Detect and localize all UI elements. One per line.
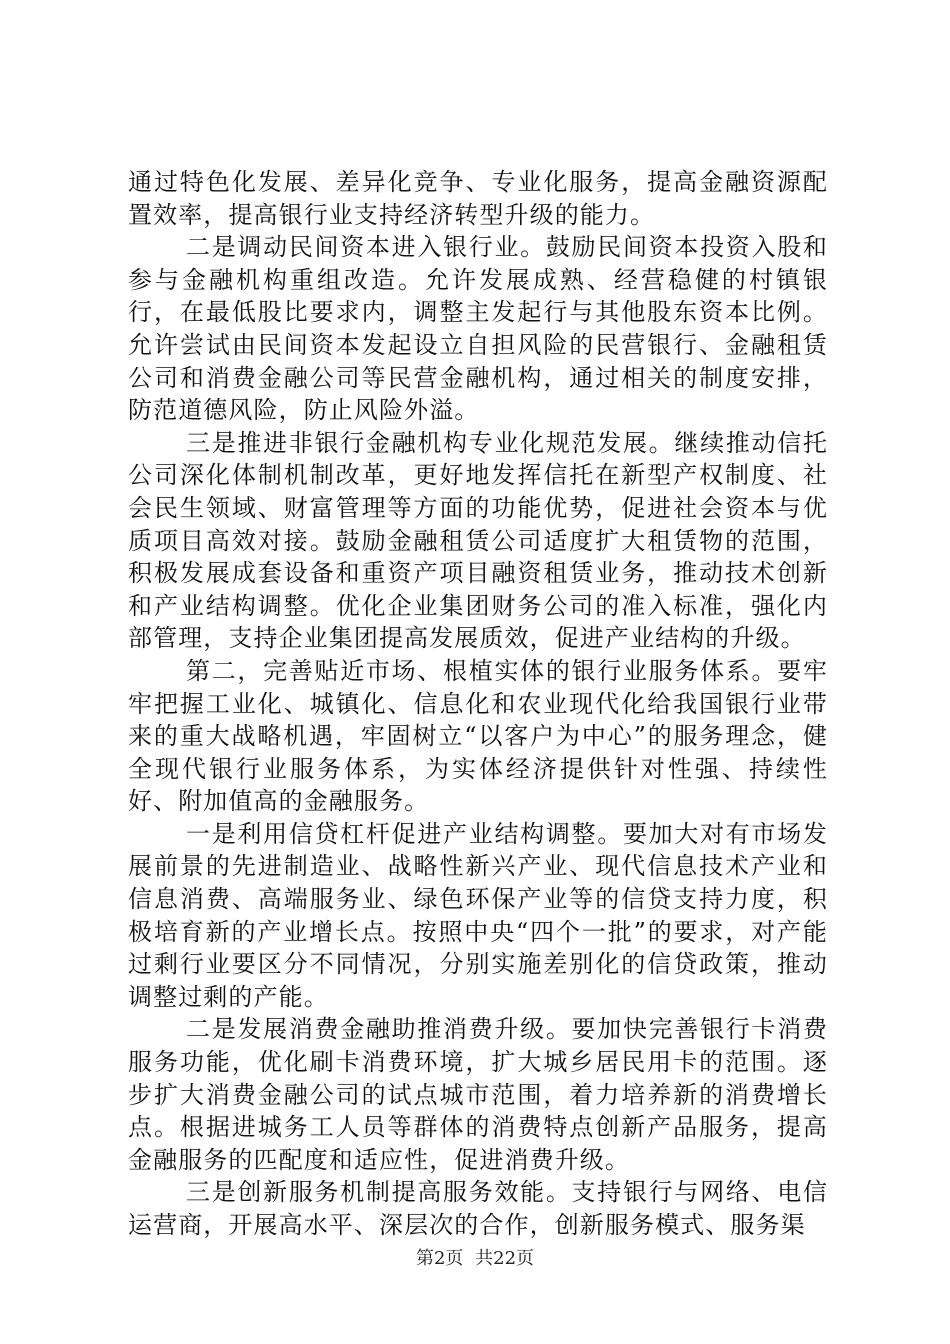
page-number: 第2页 [415, 1248, 464, 1269]
paragraph-consumer-finance: 二是发展消费金融助推消费升级。要加快完善银行卡消费服务功能，优化刷卡消费环境，扩大城乡居民用卡的范围。逐步扩大消费金融公司的试点城市范围，着力培养新的消费增长点。根据进城务工人员等群体的消费特点创新产品服务，提高金融服务的匹配度和适应性，促进消费升级。 [128, 1015, 828, 1174]
page-footer [0, 1244, 950, 1270]
paragraph-service-mechanism: 三是创新服务机制提高服务效能。支持银行与网络、电信运营商，开展高水平、深层次的合作，创新服务模式、服务渠 [128, 1178, 828, 1239]
total-pages: 共22页 [475, 1248, 535, 1269]
document-body [128, 166, 828, 1242]
paragraph-non-bank-institutions: 三是推进非银行金融机构专业化规范发展。继续推动信托公司深化体制机制改革，更好地发挥信托在新型产权制度、社会民生领域、财富管理等方面的功能优势，促进社会资本与优质项目高效对接。鼓励金融租赁公司适度扩大租赁物的范围，积极发展成套设备和重资产项目融资租赁业务，推动技术创新和产业结构调整。优化企业集团财务公司的准入标准，强化内部管理，支持企业集团提高发展质效，促进产业结构的升级。 [128, 428, 828, 653]
paragraph-credit-leverage: 一是利用信贷杠杆促进产业结构调整。要加大对有市场发展前景的先进制造业、战略性新兴产业、现代信息技术产业和信息消费、高端服务业、绿色环保产业等的信贷支持力度，积极培育新的产业增长点。按照中央“四个一批”的要求，对产能过剩行业要区分不同情况，分别实施差别化的信贷政策，推动调整过剩的产能。 [128, 819, 828, 1011]
paragraph-service-system: 第二，完善贴近市场、根植实体的银行业服务体系。要牢牢把握工业化、城镇化、信息化和农业现代化给我国银行业带来的重大战略机遇，牢固树立“以客户为中心”的服务理念，健全现代银行业服务体系，为实体经济提供针对性强、持续性好、附加值高的金融服务。 [128, 656, 828, 816]
paragraph-continuation: 通过特色化发展、差异化竞争、专业化服务，提高金融资源配置效率，提高银行业支持经济转型升级的能力。 [128, 168, 828, 229]
paragraph-private-capital: 二是调动民间资本进入银行业。鼓励民间资本投资入股和参与金融机构重组改造。允许发展成熟、经营稳健的村镇银行，在最低股比要求内，调整主发起行与其他股东资本比例。允许尝试由民间资本发起设立自担风险的民营银行、金融租赁公司和消费金融公司等民营金融机构，通过相关的制度安排，防范道德风险，防止风险外溢。 [128, 233, 828, 425]
